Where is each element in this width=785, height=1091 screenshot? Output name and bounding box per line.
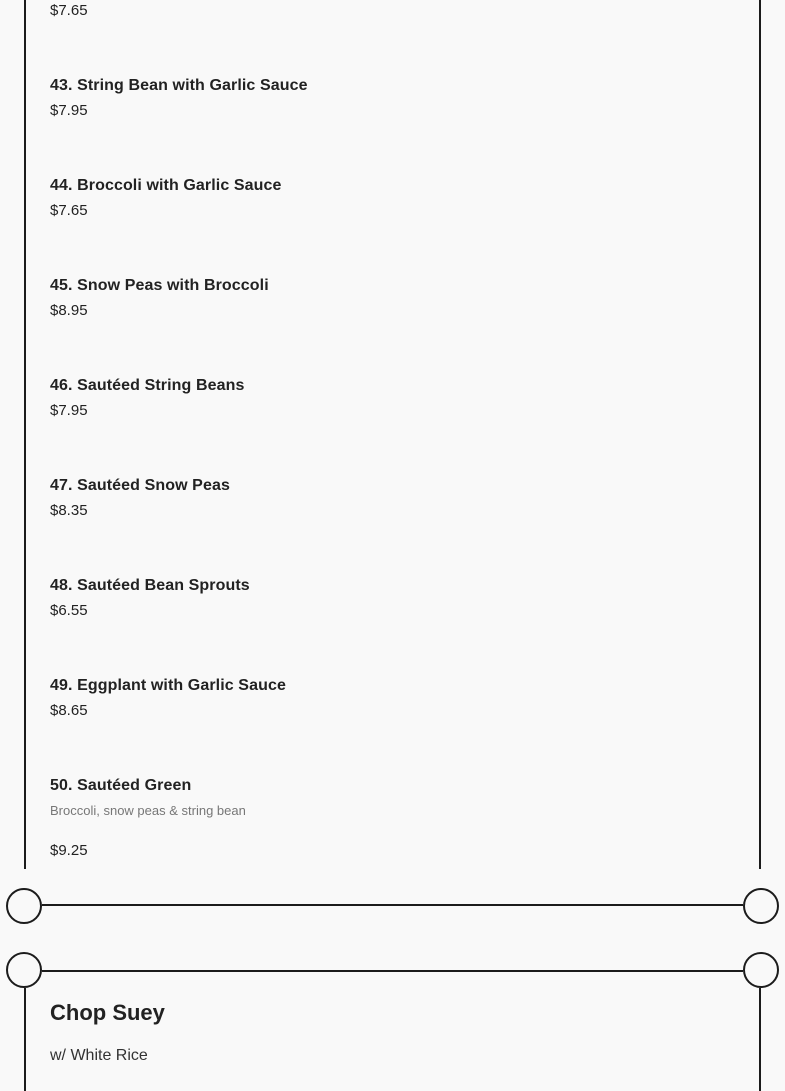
menu-section-card-vegetables	[24, 0, 761, 906]
item-price: $8.95	[50, 302, 88, 319]
item-name: 49. Eggplant with Garlic Sauce	[50, 677, 286, 694]
section-title: Chop Suey	[50, 1000, 165, 1025]
frame-bottom-edge	[42, 904, 743, 906]
item-description: Broccoli, snow peas & string bean	[50, 803, 246, 818]
frame-top-edge	[42, 970, 743, 972]
item-name: 50. Sautéed Green	[50, 777, 192, 794]
item-name: 48. Sautéed Bean Sprouts	[50, 577, 250, 594]
section-subtitle: w/ White Rice	[50, 1047, 148, 1064]
item-price: $7.65	[50, 2, 88, 19]
item-price: $7.95	[50, 402, 88, 419]
frame-left-edge	[24, 0, 26, 869]
menu-item[interactable]	[50, 677, 286, 719]
menu-item[interactable]	[50, 77, 308, 119]
item-price: $8.65	[50, 702, 88, 719]
menu-item	[50, 2, 88, 19]
menu-item[interactable]	[50, 177, 282, 219]
menu-item[interactable]	[50, 777, 246, 859]
frame-right-edge	[759, 988, 761, 1091]
menu-item[interactable]	[50, 277, 269, 319]
frame-corner-notch	[743, 888, 779, 924]
frame-corner-notch	[6, 888, 42, 924]
menu-section-card-chop-suey	[24, 970, 761, 1091]
menu-item[interactable]	[50, 577, 250, 619]
frame-corner-notch	[743, 952, 779, 988]
menu-item[interactable]	[50, 477, 230, 519]
item-name: 46. Sautéed String Beans	[50, 377, 245, 394]
menu-item[interactable]	[50, 377, 244, 419]
frame-corner-notch	[6, 952, 42, 988]
item-price: $8.35	[50, 502, 88, 519]
item-price: $6.55	[50, 602, 88, 619]
item-name: 47. Sautéed Snow Peas	[50, 477, 230, 494]
frame-left-edge	[24, 988, 26, 1091]
item-price: $7.95	[50, 102, 88, 119]
item-name: 43. String Bean with Garlic Sauce	[50, 77, 308, 94]
item-price: $9.25	[50, 842, 88, 859]
frame-right-edge	[759, 0, 761, 869]
item-name: 44. Broccoli with Garlic Sauce	[50, 177, 282, 194]
item-name: 45. Snow Peas with Broccoli	[50, 277, 269, 294]
item-price: $7.65	[50, 202, 88, 219]
